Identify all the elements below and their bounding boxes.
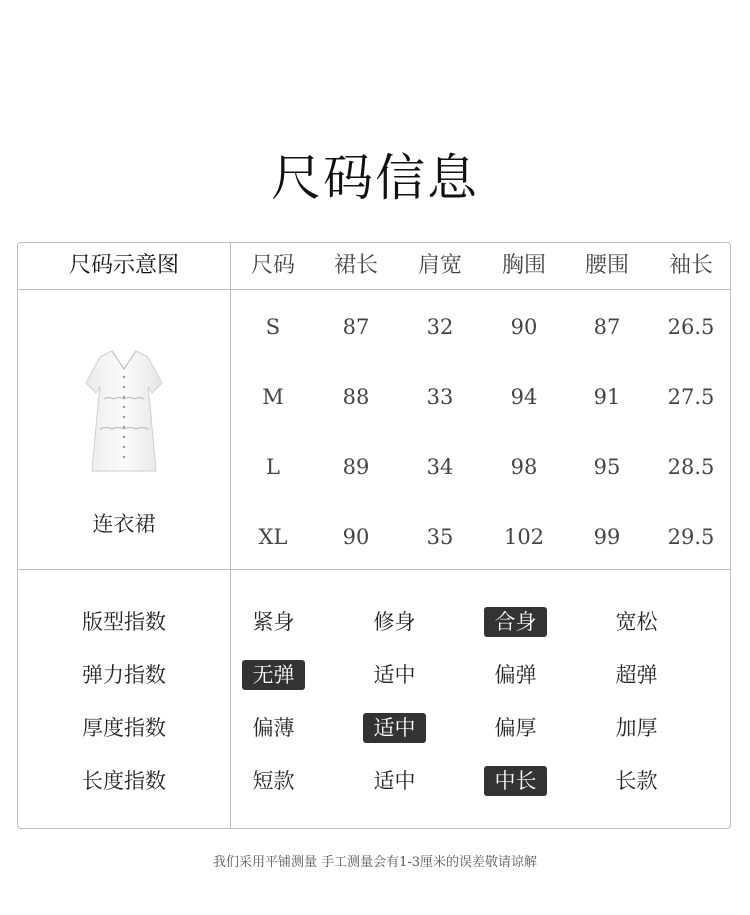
index-label: 弹力指数 bbox=[82, 663, 166, 687]
index-option: 偏弹 bbox=[494, 663, 537, 687]
table-cell: 87 bbox=[593, 315, 621, 339]
table-header bbox=[231, 243, 730, 289]
table-cell: 88 bbox=[342, 385, 370, 409]
header-divider bbox=[18, 289, 730, 290]
column-header: 裙长 bbox=[333, 253, 378, 278]
index-option: 偏厚 bbox=[494, 716, 537, 740]
index-option: 宽松 bbox=[615, 610, 658, 634]
index-option: 偏薄 bbox=[252, 716, 295, 740]
table-cell: M bbox=[262, 385, 284, 409]
column-header: 尺码 bbox=[250, 253, 295, 278]
index-option: 修身 bbox=[373, 610, 416, 634]
index-label: 版型指数 bbox=[82, 610, 166, 634]
column-header: 肩宽 bbox=[417, 253, 462, 278]
table-cell: 90 bbox=[342, 525, 370, 549]
index-option: 紧身 bbox=[252, 610, 295, 634]
size-table bbox=[17, 242, 731, 829]
table-cell: 102 bbox=[503, 525, 545, 549]
table-cell: 94 bbox=[510, 385, 538, 409]
column-header: 胸围 bbox=[501, 253, 546, 278]
table-cell: 28.5 bbox=[667, 455, 715, 479]
table-cell: 87 bbox=[342, 315, 370, 339]
column-header: 袖长 bbox=[668, 253, 713, 278]
table-row bbox=[231, 522, 730, 552]
table-cell: 32 bbox=[426, 315, 454, 339]
table-cell: 33 bbox=[426, 385, 454, 409]
size-diagram-header: 尺码示意图 bbox=[68, 253, 179, 278]
index-option: 长款 bbox=[615, 769, 658, 793]
index-option-selected: 中长 bbox=[484, 766, 547, 796]
table-cell: 35 bbox=[426, 525, 454, 549]
table-cell: 27.5 bbox=[667, 385, 715, 409]
table-cell: L bbox=[266, 455, 280, 479]
index-option: 超弹 bbox=[615, 663, 658, 687]
table-row bbox=[231, 452, 730, 482]
index-option: 加厚 bbox=[615, 716, 658, 740]
index-option: 适中 bbox=[373, 769, 416, 793]
column-header: 腰围 bbox=[584, 253, 629, 278]
index-option-selected: 适中 bbox=[363, 713, 426, 743]
table-cell: 99 bbox=[593, 525, 621, 549]
section-divider bbox=[18, 569, 730, 570]
table-cell: 34 bbox=[426, 455, 454, 479]
item-label: 连衣裙 bbox=[92, 512, 156, 536]
table-row bbox=[231, 382, 730, 412]
table-cell: 29.5 bbox=[667, 525, 715, 549]
index-option-selected: 合身 bbox=[484, 607, 547, 637]
index-label: 长度指数 bbox=[82, 769, 166, 793]
measurement-note: 我们采用平铺测量 手工测量会有1-3厘米的误差敬请谅解 bbox=[212, 855, 538, 870]
table-cell: 91 bbox=[593, 385, 621, 409]
index-option: 短款 bbox=[252, 769, 295, 793]
index-option: 适中 bbox=[373, 663, 416, 687]
table-cell: S bbox=[265, 315, 281, 339]
index-label: 厚度指数 bbox=[82, 716, 166, 740]
table-cell: 26.5 bbox=[667, 315, 715, 339]
table-cell: 89 bbox=[342, 455, 370, 479]
table-cell: 98 bbox=[510, 455, 538, 479]
page-title: 尺码信息 bbox=[271, 149, 479, 207]
table-cell: 90 bbox=[510, 315, 538, 339]
dress-icon bbox=[82, 347, 166, 473]
table-row bbox=[231, 312, 730, 342]
index-option-selected: 无弹 bbox=[242, 660, 305, 690]
table-cell: XL bbox=[258, 525, 288, 549]
table-cell: 95 bbox=[593, 455, 621, 479]
